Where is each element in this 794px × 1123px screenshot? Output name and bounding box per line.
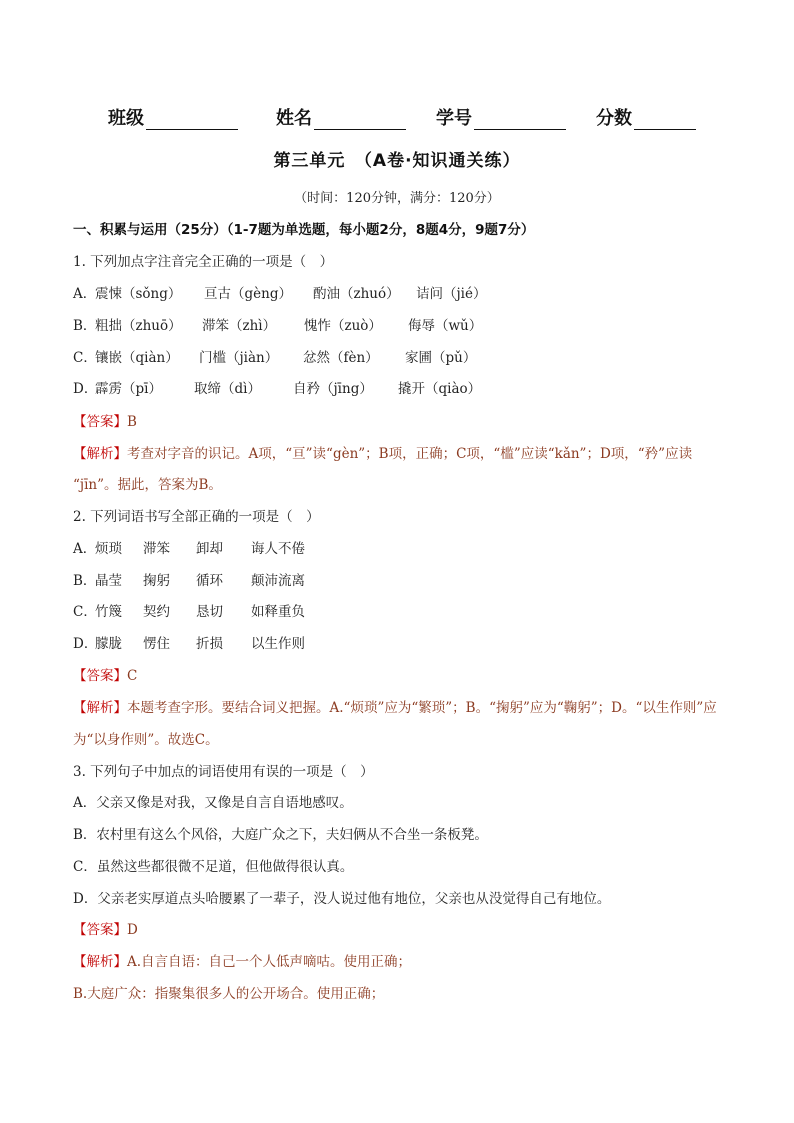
question-1-stem: 1. 下列加点字注音完全正确的一项是（ ） <box>73 254 334 270</box>
class-field <box>108 104 238 130</box>
section-heading: 一、积累与运用（25分）（1-7题为单选题，每小题2分，8题4分，9题7分） <box>73 222 535 238</box>
exam-page: 班级 姓名 学号 分数 第三单元 （A卷·知识通关练） （时间：120分钟，满分：120分） 一、积累与运用（25分）（1-7题为单选题，每小题2分，8题4分，9题7分） 1. 下列加点字注音完全正确的一项是（ ） A． 震悚（sǒng） 亘古（gèng） 酌油（zhuó） 诘问（jié） B． 粗拙（zhuō） 滞笨（zhì） 愧怍（zuò） 侮辱（wǔ） C． 镶嵌（qiàn） 门槛（jiàn） 忿然（fèn） 家圃（pǔ） D． 霹雳（pī） 取缔（dì） 自矜（jīng） 撬开（qiào） 【答案】B 【解析】考查对字音的识记。A项，“亘”读“gèn”；B项，正确；C项，“槛”应读“kǎn”；D项，“矜”应读 “jīn”。据此，答案为B。 2. 下列词语书写全部正确的一项是（ ） A． 烦琐 滞笨 卸却 诲人不倦 B． 晶莹 掬躬 循环 颠沛流离 C． 竹篾 契约 恳切 如释重负 D． 朦胧 愣住 折损 以生作则 【答案】C 【解析】本题考查字形。要结合词义把握。A.“烦琐”应为“繁琐”；B。“掬躬”应为“鞠躬”；D。“以生作则”应 为“以身作则”。故选C。 3. 下列句子中加点的词语使用有误的一项是（ ） A．父亲又像是对我，又像是自言自语地感叹。 B．农村里有这么个风俗，大庭广众之下，夫妇俩从不合坐一条板凳。 C．虽然这些都很微不足道，但他做得很认真。 D．父亲老实厚道点头哈腰累了一辈子，没人说过他有地位，父亲也从没觉得自己有地位。 【答案】D 【解析】A.自言自语：自己一个人低声嘀咕。使用正确； B.大庭广众：指聚集很多人的公开场合。使用正确； <box>0 0 794 1123</box>
q3-option-c: C．虽然这些都很微不足道，但他做得很认真。 <box>73 859 354 875</box>
student-id-field <box>436 104 566 130</box>
class-label: 班级 <box>108 108 144 129</box>
q2-answer <box>73 664 137 684</box>
answer-value: C <box>127 668 138 684</box>
q3-answer <box>73 918 138 938</box>
q2-analysis <box>73 696 717 716</box>
score-label: 分数 <box>596 108 632 129</box>
analysis-text: 本题考查字形。要结合词义把握。A.“烦琐”应为“繁琐”；B。“掬躬”应为“鞠躬”；D。“以生作则”应 <box>127 700 717 716</box>
q3-option-a: A．父亲又像是对我，又像是自言自语地感叹。 <box>73 795 353 811</box>
analysis-text: A.自言自语：自己一个人低声嘀咕。使用正确； <box>127 954 412 970</box>
analysis-text: 考查对字音的识记。A项，“亘”读“gèn”；B项，正确；C项，“槛”应读“kǎn”；D项，“矜”应读 <box>127 446 693 462</box>
q1-answer <box>73 410 137 430</box>
analysis-tag: 【解析】 <box>73 446 127 462</box>
answer-tag: 【答案】 <box>73 922 127 938</box>
q1-analysis <box>73 442 692 462</box>
name-field <box>276 104 406 130</box>
exam-subtitle: （时间：120分钟，满分：120分） <box>294 191 500 206</box>
question-3-stem: 3. 下列句子中加点的词语使用有误的一项是（ ） <box>73 764 374 780</box>
score-field <box>596 104 696 130</box>
score-blank[interactable] <box>634 109 696 130</box>
student-id-label: 学号 <box>436 108 472 129</box>
analysis-tag: 【解析】 <box>73 700 127 716</box>
answer-tag: 【答案】 <box>73 668 127 684</box>
answer-value: B <box>127 414 137 430</box>
name-blank[interactable] <box>314 109 406 130</box>
answer-tag: 【答案】 <box>73 414 127 430</box>
q3-option-b: B．农村里有这么个风俗，大庭广众之下，夫妇俩从不合坐一条板凳。 <box>73 827 488 843</box>
q3-option-d: D．父亲老实厚道点头哈腰累了一辈子，没人说过他有地位，父亲也从没觉得自己有地位。 <box>73 891 611 907</box>
student-info-row <box>0 100 794 132</box>
student-id-blank[interactable] <box>474 109 566 130</box>
name-label: 姓名 <box>276 108 312 129</box>
q2-analysis-cont: 为“以身作则”。故选C。 <box>73 732 219 748</box>
analysis-tag: 【解析】 <box>73 954 127 970</box>
q3-analysis-cont: B.大庭广众：指聚集很多人的公开场合。使用正确； <box>73 986 385 1002</box>
q3-analysis <box>73 950 411 970</box>
exam-title: 第三单元 （A卷·知识通关练） <box>273 151 521 171</box>
answer-value: D <box>127 922 138 938</box>
q1-analysis-cont: “jīn”。据此，答案为B。 <box>73 477 222 493</box>
class-blank[interactable] <box>146 109 238 130</box>
question-2-stem: 2. 下列词语书写全部正确的一项是（ ） <box>73 509 320 525</box>
